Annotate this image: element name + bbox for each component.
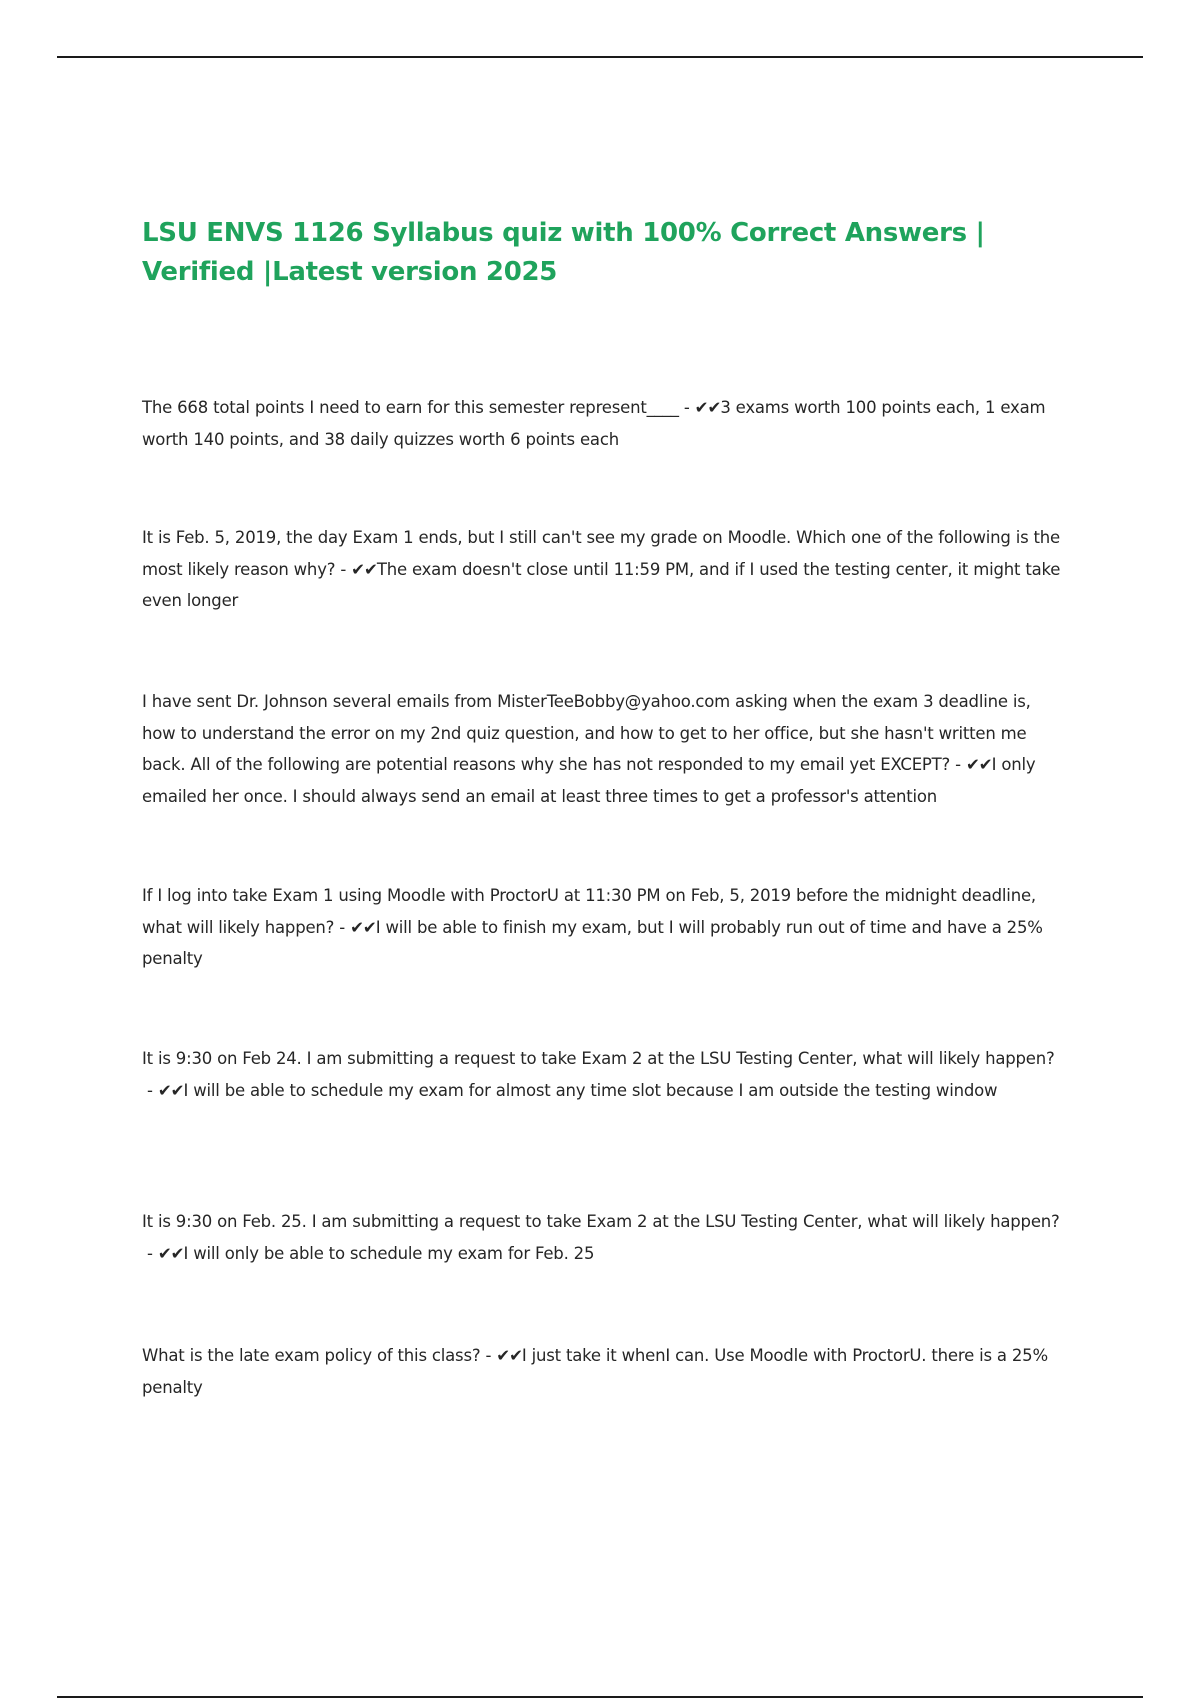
separator: - [142,1243,158,1263]
separator: - [335,559,352,579]
separator: - [678,398,695,417]
answer-text: I will be able to finish my exam, but I will probably run out of time and have a 25% penalty [142,917,1043,968]
check-icon: ✔✔ [496,1346,522,1365]
question-text: What is the late exam policy of this class? [142,1346,481,1365]
question-text: It is Feb. 5, 2019, the day Exam 1 ends, but I still can't see my grade on Moodle. Which one of the following is the most likely reason why? [142,528,1061,579]
check-icon: ✔✔ [351,559,377,579]
question-text: The 668 total points I need to earn for this semester represent____ [142,398,679,417]
separator: - [334,917,351,937]
check-icon: ✔✔ [965,755,992,774]
qa-item [142,392,1062,455]
top-rule [57,56,1143,58]
question-text: If I log into take Exam 1 using Moodle with ProctorU at 11:30 PM on Feb, 5, 2019 before the midnight deadline, what will likely happen? [142,886,1036,937]
answer-text: I will be able to schedule my exam for almost any time slot because I am outside the testing window [183,1080,998,1100]
question-text: It is 9:30 on Feb. 25. I am submitting a request to take Exam 2 at the LSU Testing Center, what will likely happen? [142,1212,1060,1231]
answer-text: I only emailed her once. I should always send an email at least three times to get a professor's attention [142,755,1036,806]
check-icon: ✔✔ [157,1080,184,1100]
qa-item [142,1043,1062,1106]
check-icon: ✔✔ [157,1243,184,1263]
qa-item [142,522,1062,617]
check-icon: ✔✔ [350,917,376,937]
answer-text: I will only be able to schedule my exam for Feb. 25 [183,1243,595,1263]
check-icon: ✔✔ [694,398,721,417]
bottom-rule [57,1696,1143,1698]
separator: - [480,1346,497,1365]
question-text: I have sent Dr. Johnson several emails from MisterTeeBobby@yahoo.com asking when the exam 3 deadline is, how to understand the error on my 2nd quiz question, and how to get to her office, but she hasn't written me back. All of the following are potential reasons why she has not responded to my email yet EXCEPT? [142,692,1031,774]
answer-text: 3 exams worth 100 points each, 1 exam worth 140 points, and 38 daily quizzes worth 6 points each [142,398,1046,449]
qa-item [142,1340,1062,1403]
qa-item [142,686,1062,812]
document-title: LSU ENVS 1126 Syllabus quiz with 100% Correct Answers | Verified |Latest version 2025 [142,218,985,287]
question-text: It is 9:30 on Feb 24. I am submitting a request to take Exam 2 at the LSU Testing Center, what will likely happen? [142,1049,1055,1068]
qa-item [142,880,1062,975]
qa-item [142,1206,1062,1269]
answer-text: I just take it whenI can. Use Moodle with ProctorU. there is a 25% penalty [142,1346,1048,1397]
separator: - [142,1080,158,1100]
answer-text: The exam doesn't close until 11:59 PM, and if I used the testing center, it might take even longer [142,559,1061,610]
separator: - [950,755,966,774]
